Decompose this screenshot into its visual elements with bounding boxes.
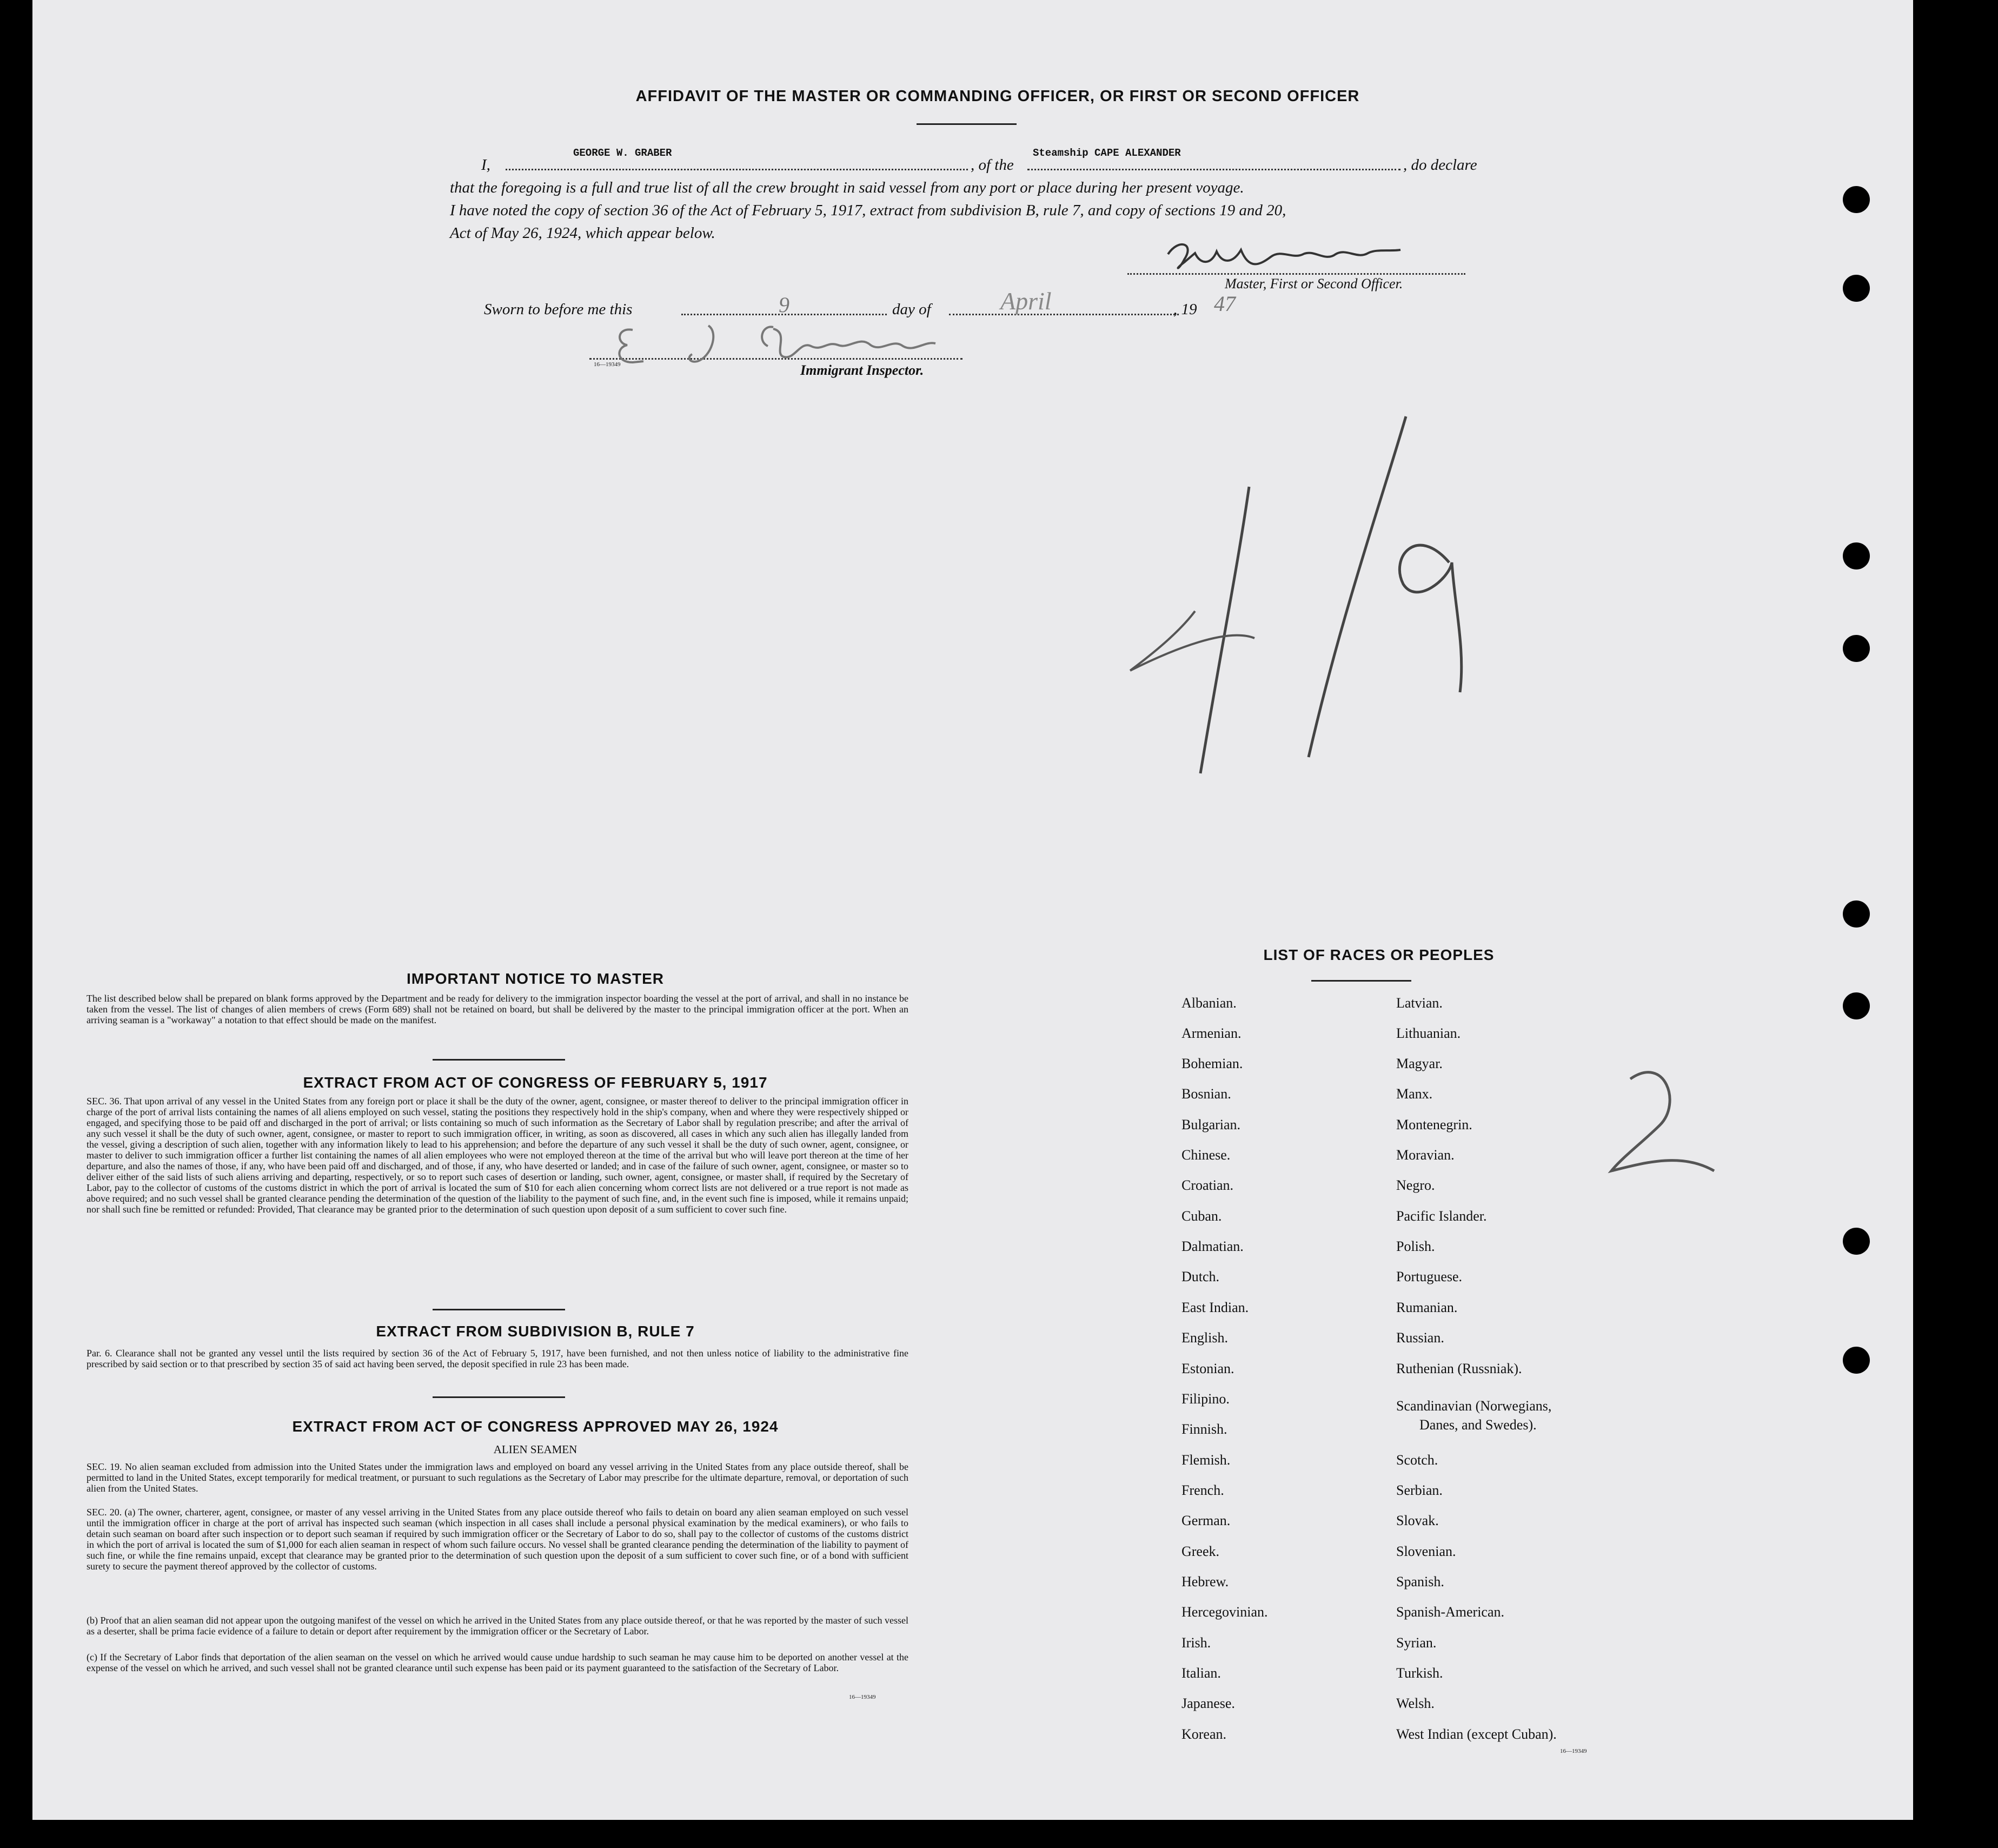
master-caption: Master, First or Second Officer. — [1225, 276, 1403, 292]
race-item: Flemish. — [1181, 1452, 1231, 1468]
race-item: East Indian. — [1181, 1300, 1249, 1315]
race-item: German. — [1181, 1513, 1231, 1528]
race-item: Albanian. — [1181, 995, 1237, 1011]
race-item: Montenegrin. — [1396, 1117, 1472, 1132]
race-item: Slovak. — [1396, 1513, 1439, 1528]
sworn-month-field — [949, 314, 1179, 315]
handwritten-page-number-text — [1136, 541, 1143, 547]
races-divider — [1311, 980, 1411, 982]
race-item: Hebrew. — [1181, 1574, 1229, 1589]
race-item: Croatian. — [1181, 1177, 1234, 1193]
race-item: Bulgarian. — [1181, 1117, 1241, 1132]
extract-1924-sec20c: (c) If the Secretary of Labor finds that deportation of the alien seaman on the vessel on which he arrived would cause undue hardship to such seaman he may cause him to be deported on another vessel at the expense of the vessel on which he arrived, and such vessel shall not be granted clearance until such expense has been paid or its payment guaranteed to the satisfaction of the Secretary of Labor. — [87, 1652, 908, 1673]
race-item: English. — [1181, 1330, 1228, 1346]
notice-title: IMPORTANT NOTICE TO MASTER — [406, 970, 665, 987]
punch-hole — [1843, 992, 1870, 1019]
affidavit-pronoun: I, — [481, 156, 490, 174]
race-item: Scandinavian (Norwegians, — [1396, 1398, 1552, 1414]
affidavit-line-2: that the foregoing is a full and true list of all the crew brought in said vessel from any port or place during her present voyage. — [450, 179, 1244, 196]
notice-divider — [433, 1059, 565, 1061]
extract-1924-sec20b: (b) Proof that an alien seaman did not appear upon the outgoing manifest of the vessel on which he arrived in the United States from any place outside thereof, or that he was reported by the master of such vessel as a deserter, shall be prima facie evidence of a failure to detain or deport after requirement by the immigration officer or the Secretary of Labor. — [87, 1615, 908, 1637]
race-item: Dutch. — [1181, 1269, 1220, 1284]
race-item: Finnish. — [1181, 1421, 1227, 1437]
handwritten-page-number — [1114, 400, 1503, 779]
race-item: Negro. — [1396, 1177, 1435, 1193]
race-item: Spanish. — [1396, 1574, 1444, 1589]
race-item: Welsh. — [1396, 1695, 1435, 1711]
extract-1924-sec19: SEC. 19. No alien seaman excluded from admission into the United States under the immigration laws and employed on board any vessel arriving in the United States from any place outside thereof, shall be permitted to land in the United States, except temporarily for medical treatment, or pursuant to such regulations as the Secretary of Labor may prescribe for the ultimate departure, removal, or deportation of such alien from the United States. — [87, 1461, 908, 1494]
handwritten-margin-mark — [1601, 1060, 1730, 1190]
title-divider — [917, 123, 1017, 125]
race-item: Hercegovinian. — [1181, 1604, 1268, 1620]
extract-1924-title: EXTRACT FROM ACT OF CONGRESS APPROVED MAY 26, 1924 — [292, 1418, 779, 1435]
race-item: Moravian. — [1396, 1147, 1455, 1163]
sworn-day: 9 — [779, 293, 789, 317]
race-item: Pacific Islander. — [1396, 1208, 1487, 1224]
race-item-continuation: Danes, and Swedes). — [1419, 1417, 1537, 1433]
sworn-day-of: day of — [892, 301, 931, 318]
race-item: West Indian (except Cuban). — [1396, 1726, 1557, 1742]
extract-1924-form-number: 16—19349 — [849, 1694, 876, 1700]
sworn-text: Sworn to before me this — [484, 301, 633, 318]
punch-hole — [1843, 635, 1870, 662]
extract-1924-subtitle: ALIEN SEAMEN — [493, 1443, 578, 1456]
race-item: Manx. — [1396, 1086, 1433, 1102]
affidavit-title: AFFIDAVIT OF THE MASTER OR COMMANDING OFFICER, OR FIRST OR SECOND OFFICER — [635, 88, 1360, 105]
race-item: Serbian. — [1396, 1482, 1443, 1498]
declarant-name-field — [506, 169, 968, 170]
affidavit-line-3: I have noted the copy of section 36 of the Act of February 5, 1917, extract from subdivision B, rule 7, and copy of sections 19 and 20, — [450, 202, 1286, 219]
race-item: Lithuanian. — [1396, 1025, 1461, 1041]
races-title: LIST OF RACES OR PEOPLES — [1263, 946, 1495, 963]
sworn-year: 47 — [1214, 292, 1236, 316]
affidavit-form-number: 16—19349 — [594, 361, 621, 368]
extract-rule7-divider — [433, 1396, 565, 1398]
race-item: Filipino. — [1181, 1391, 1230, 1407]
sworn-month: April — [1000, 287, 1052, 315]
notice-body: The list described below shall be prepared on blank forms approved by the Department and be ready for delivery to the immigration inspector boarding the vessel at the port of arrival, and shall in no instance be taken from the vessel. The list of changes of alien members of crews (Form 689) shall not be retained on board, but shall be delivered by the master to the principal immigration officer at the port. When an arriving seaman is a "workaway" a notation to that effect should be made on the manifest. — [87, 993, 908, 1025]
affidavit-do-declare: , do declare — [1403, 156, 1477, 174]
race-item: Spanish-American. — [1396, 1604, 1505, 1620]
extract-1917-body: SEC. 36. That upon arrival of any vessel in the United States from any foreign port or place it shall be the duty of the owner, agent, consignee, or master thereof to deliver to the principal immigration officer in charge of the port of arrival lists containing the names of all aliens employed on such vessel, stating the positions they respectively hold in the ship's company, when and where they were respectively shipped or engaged, and specifying those to be paid off and discharged in the port of arrival; or lists containing so much of such information as the Secretary of Labor shall by regulation prescribe; and after the arrival of any such vessel it shall be the duty of such owner, agent, consignee, or master to report to such immigration officer, in writing, as soon as discovered, all cases in which any such alien has illegally landed from the vessel, giving a description of such alien, together with any information likely to lead to his apprehension; and before the departure of any such vessel it shall be the duty of such owner, agent, consignee, or master to deliver to such immigration officer a further list containing the names of all alien employees who were not employed thereon at the time of the arrival but who will leave port thereon at the time of her departure, and also the names of those, if any, who have been paid off and discharged, and of those, if any, who have deserted or landed; and in case of the failure of such owner, agent, consignee, or master so to deliver either of the said lists of such aliens arriving and departing, respectively, or so to report such cases of desertion or landing, such owner, agent, consignee, or master shall, if required by the Secretary of Labor, pay to the collector of customs of the customs district in which the port of arrival is located the sum of $10 for each alien concerning whom correct lists are not delivered or a true report is not made as above required; and no such vessel shall be granted clearance pending the determination of the question of the liability to the payment of such fine, and, in the event such fine is imposed, while it remains unpaid; nor shall such fine be remitted or refunded: Provided, That clearance may be granted prior to the determination of such question upon deposit of a sum sufficient to cover such fine. — [87, 1096, 908, 1215]
race-item: Armenian. — [1181, 1025, 1242, 1041]
race-item: Magyar. — [1396, 1056, 1443, 1071]
race-item: Latvian. — [1396, 995, 1443, 1011]
vessel-name-field — [1027, 169, 1400, 170]
race-item: Bosnian. — [1181, 1086, 1231, 1102]
race-item: Estonian. — [1181, 1361, 1234, 1376]
punch-hole — [1843, 1347, 1870, 1374]
race-item: Polish. — [1396, 1238, 1435, 1254]
race-item: Cuban. — [1181, 1208, 1222, 1224]
race-item: Portuguese. — [1396, 1269, 1463, 1284]
punch-hole — [1843, 1228, 1870, 1255]
punch-hole — [1843, 542, 1870, 569]
master-signature — [1163, 238, 1406, 281]
handwritten-margin-mark-text — [1649, 1109, 1652, 1115]
race-item: Turkish. — [1396, 1665, 1443, 1681]
extract-1917-divider — [433, 1309, 565, 1310]
race-item: Bohemian. — [1181, 1056, 1243, 1071]
punch-hole — [1843, 900, 1870, 928]
inspector-caption: Immigrant Inspector. — [800, 362, 924, 378]
vessel-name: Steamship CAPE ALEXANDER — [1033, 147, 1181, 159]
race-item: Japanese. — [1181, 1695, 1235, 1711]
race-item: Ruthenian (Russniak). — [1396, 1361, 1522, 1376]
race-item: Korean. — [1181, 1726, 1227, 1742]
races-form-number: 16—19349 — [1560, 1748, 1587, 1754]
extract-1917-title: EXTRACT FROM ACT OF CONGRESS OF FEBRUARY 5, 1917 — [303, 1074, 768, 1091]
race-item: Rumanian. — [1396, 1300, 1458, 1315]
race-item: Chinese. — [1181, 1147, 1231, 1163]
sworn-year-prefix: , 19 — [1173, 301, 1197, 318]
punch-hole — [1843, 186, 1870, 213]
race-item: Scotch. — [1396, 1452, 1438, 1468]
race-item: Syrian. — [1396, 1635, 1437, 1651]
race-item: Greek. — [1181, 1544, 1220, 1559]
extract-1924-sec20a: SEC. 20. (a) The owner, charterer, agent, consignee, or master of any vessel arriving in the United States from any place outside thereof who fails to detain on board any alien seaman employed on such vessel until the immigration officer in charge at the port of arrival has inspected such seaman (which inspection in all cases shall include a personal physical examination by the medical examiners), or who fails to detain such seaman on board after such inspection or to deport such seaman if required by such immigration officer or the Secretary of Labor to do so, shall pay to the collector of customs of the customs district in which the port of arrival is located the sum of $1,000 for each alien seaman in respect of whom such failure occurs. No vessel shall be granted clearance pending the determination of the liability to payment of such fine, or while the fine remains unpaid, except that clearance may be granted prior to the determination of such question upon the deposit of a sum sufficient to cover such fine, or of a bond with sufficient surety to secure the payment thereof approved by the collector of customs. — [87, 1507, 908, 1572]
race-item: Russian. — [1396, 1330, 1444, 1346]
race-item: Dalmatian. — [1181, 1238, 1244, 1254]
extract-rule7-title: EXTRACT FROM SUBDIVISION B, RULE 7 — [376, 1323, 695, 1340]
affidavit-of-the: , of the — [971, 156, 1014, 174]
affidavit-line-4: Act of May 26, 1924, which appear below. — [450, 224, 715, 242]
punch-hole — [1843, 275, 1870, 302]
race-item: Italian. — [1181, 1665, 1221, 1681]
race-item: Slovenian. — [1396, 1544, 1456, 1559]
declarant-name: GEORGE W. GRABER — [573, 147, 672, 159]
race-item: Irish. — [1181, 1635, 1211, 1651]
extract-rule7-body: Par. 6. Clearance shall not be granted any vessel until the lists required by section 36 of the Act of February 5, 1917, have been furnished, and not then unless notice of liability to the administrative fine prescribed by said section or to that prescribed by section 35 of said act having been served, the deposit specified in rule 23 has been made. — [87, 1348, 908, 1369]
race-item: French. — [1181, 1482, 1224, 1498]
